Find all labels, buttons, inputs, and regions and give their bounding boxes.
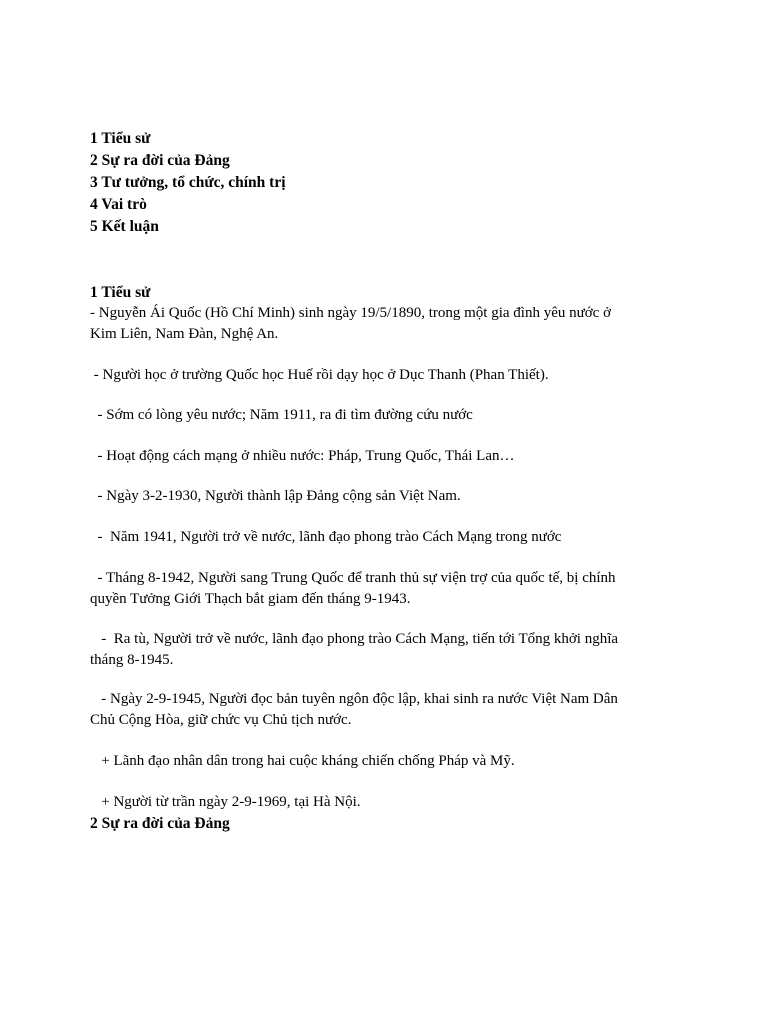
bio-paragraph-1: - Người học ở trường Quốc học Huế rồi dạy học ở Dục Thanh (Phan Thiết). — [90, 367, 549, 383]
section1-heading: 1 Tiểu sử — [90, 284, 151, 301]
bio-paragraph-7-line1: - Ra tù, Người trở về nước, lãnh đạo phong trào Cách Mạng, tiến tới Tổng khởi nghĩa — [90, 631, 619, 647]
bio-paragraph-8-line1: - Ngày 2-9-1945, Người đọc bản tuyên ngôn độc lập, khai sinh ra nước Việt Nam Dân — [90, 691, 618, 707]
toc-item-3: 3 Tư tưởng, tổ chức, chính trị — [90, 174, 286, 191]
section1-intro-line1: - Nguyễn Ái Quốc (Hồ Chí Minh) sinh ngày 19/5/1890, trong một gia đình yêu nước ở — [90, 305, 612, 321]
bio-paragraph-5: - Năm 1941, Người trở về nước, lãnh đạo phong trào Cách Mạng trong nước — [90, 529, 562, 545]
bio-paragraph-6-line2: quyền Tưởng Giới Thạch bắt giam đến tháng 9-1943. — [90, 591, 411, 607]
section1-intro-line2: Kim Liên, Nam Đàn, Nghệ An. — [90, 326, 279, 342]
bio-paragraph-2: - Sớm có lòng yêu nước; Năm 1911, ra đi tìm đường cứu nước — [90, 407, 473, 423]
toc-item-2: 2 Sự ra đời của Đảng — [90, 152, 230, 169]
bio-paragraph-8-line2: Chủ Cộng Hòa, giữ chức vụ Chủ tịch nước. — [90, 712, 352, 728]
toc-item-1: 1 Tiểu sử — [90, 130, 151, 147]
bio-paragraph-6-line1: - Tháng 8-1942, Người sang Trung Quốc để tranh thủ sự viện trợ của quốc tế, bị chính — [90, 570, 616, 586]
bio-paragraph-10: + Người từ trần ngày 2-9-1969, tại Hà Nội. — [90, 794, 361, 810]
bio-paragraph-4: - Ngày 3-2-1930, Người thành lập Đảng cộng sản Việt Nam. — [90, 488, 461, 504]
bio-paragraph-7-line2: tháng 8-1945. — [90, 652, 174, 668]
toc-item-4: 4 Vai trò — [90, 196, 147, 213]
bio-paragraph-9: + Lãnh đạo nhân dân trong hai cuộc kháng chiến chống Pháp và Mỹ. — [90, 753, 515, 769]
bio-paragraph-3: - Hoạt động cách mạng ở nhiều nước: Pháp, Trung Quốc, Thái Lan… — [90, 448, 515, 464]
section2-heading: 2 Sự ra đời của Đảng — [90, 815, 230, 832]
toc-item-5: 5 Kết luận — [90, 218, 159, 235]
